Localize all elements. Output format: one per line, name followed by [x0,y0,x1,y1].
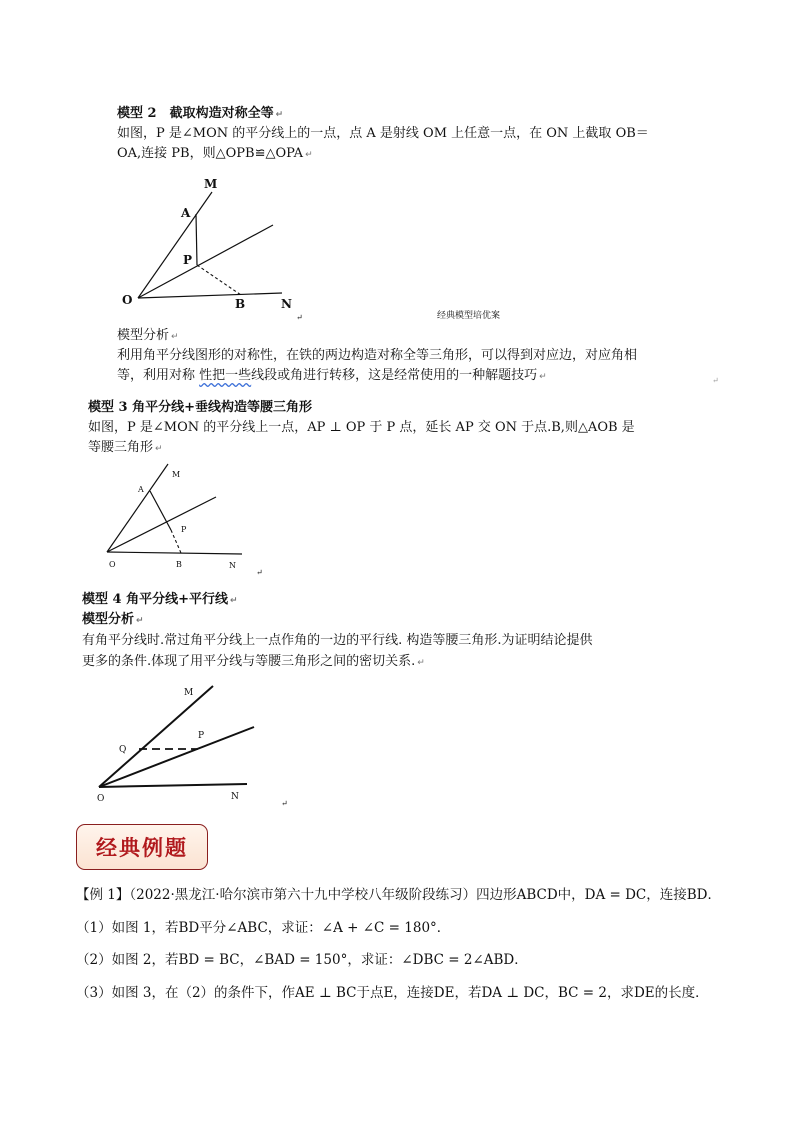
label-q: Q [119,745,127,755]
model4-title: 模型 4 角平分线+平行线 ↵ [82,592,238,607]
model4-figure [0,680,794,810]
model2-text-line1: 如图，P 是∠MON 的平分线上的一点，点 A 是射线 OM 上任意一点，在 ON 上截取 OB＝ [117,126,649,141]
model2-title: 模型 2 截取构造对称全等 ↵ [117,106,284,121]
model4-line1: 有角平分线时.常过角平分线上一点作角的一边的平行线. 构造等腰三角形.为证明结论提供 [82,633,593,648]
example-question-2: （2）如图 2，若BD = BC，∠BAD = 150°，求证：∠DBC = 2∠ABD． [76,952,528,968]
label-o: O [122,293,133,307]
label-a: A [181,206,191,220]
example-question-1: （1）如图 1，若BD平分∠ABC，求证：∠A + ∠C = 180°． [76,920,451,936]
classic-examples-badge: 经典例题 [76,824,208,870]
label-p: P [198,731,205,741]
analysis-end-mark: ↵ [712,376,719,385]
label-o: O [109,560,116,569]
label-b: B [176,560,182,569]
figure-return-mark: ↵ [256,568,263,577]
label-m: M [204,177,218,191]
ray-on [99,784,247,787]
model4-line2: 更多的条件.体现了用平分线与等腰三角形之间的密切关系. ↵ [82,654,425,669]
label-o: O [97,794,105,804]
label-n: N [229,561,236,570]
model3-figure [0,455,794,580]
analysis-line1: 利用角平分线图形的对称性，在铁的两边构造对称全等三角形，可以得到对应边，对应角相 [117,348,638,363]
segment-ap [150,491,171,530]
label-b: B [235,297,246,311]
model2-text-line2: OA,连接 PB，则△OPB≌△OPA ↵ [117,146,313,161]
label-m: M [172,470,181,479]
label-a: A [138,485,144,494]
analysis-line2: 等，利用对称 性把一些线段或角进行转移，这是经常使用的一种解题技巧 ↵ [117,368,547,383]
model2-figure [0,0,794,330]
bisector-op [107,497,216,552]
figure-return-mark: ↵ [296,313,303,322]
model3-line1: 如图，P 是∠MON 的平分线上一点，AP ⊥ OP 于 P 点，延长 AP 交 ON 于点.B,则△AOB 是 [88,420,635,435]
segment-ap [196,214,197,265]
label-n: N [281,297,292,311]
model4-subtitle: 模型分析 ↵ [82,612,144,627]
label-p: P [183,253,193,267]
watermark-caption: 经典模型培优案 [437,311,501,321]
example-question-3: （3）如图 3，在（2）的条件下，作AE ⊥ BC于点E，连接DE，若DA ⊥ DC，BC = 2，求DE的长度． [76,985,709,1001]
label-p: P [181,525,187,534]
bisector-op [99,727,254,787]
label-m: M [184,688,194,698]
figure-return-mark: ↵ [281,799,288,808]
example-head: 【例 1】（2022·黑龙江·哈尔滨市第六十九中学校八年级阶段练习）四边形ABCD中，DA = DC，连接BD． [76,887,722,903]
model3-line2: 等腰三角形 ↵ [88,440,163,455]
bisector-op [138,225,273,298]
segment-pb [171,530,181,553]
segment-pb [197,265,241,295]
ray-om [138,192,212,298]
ray-om [99,686,213,787]
analysis-title: 模型分析 ↵ [117,328,179,343]
ray-on [107,552,242,554]
ray-on [138,293,282,298]
model3-title: 模型 3 角平分线+垂线构造等腰三角形 [88,400,312,415]
label-n: N [231,792,239,802]
